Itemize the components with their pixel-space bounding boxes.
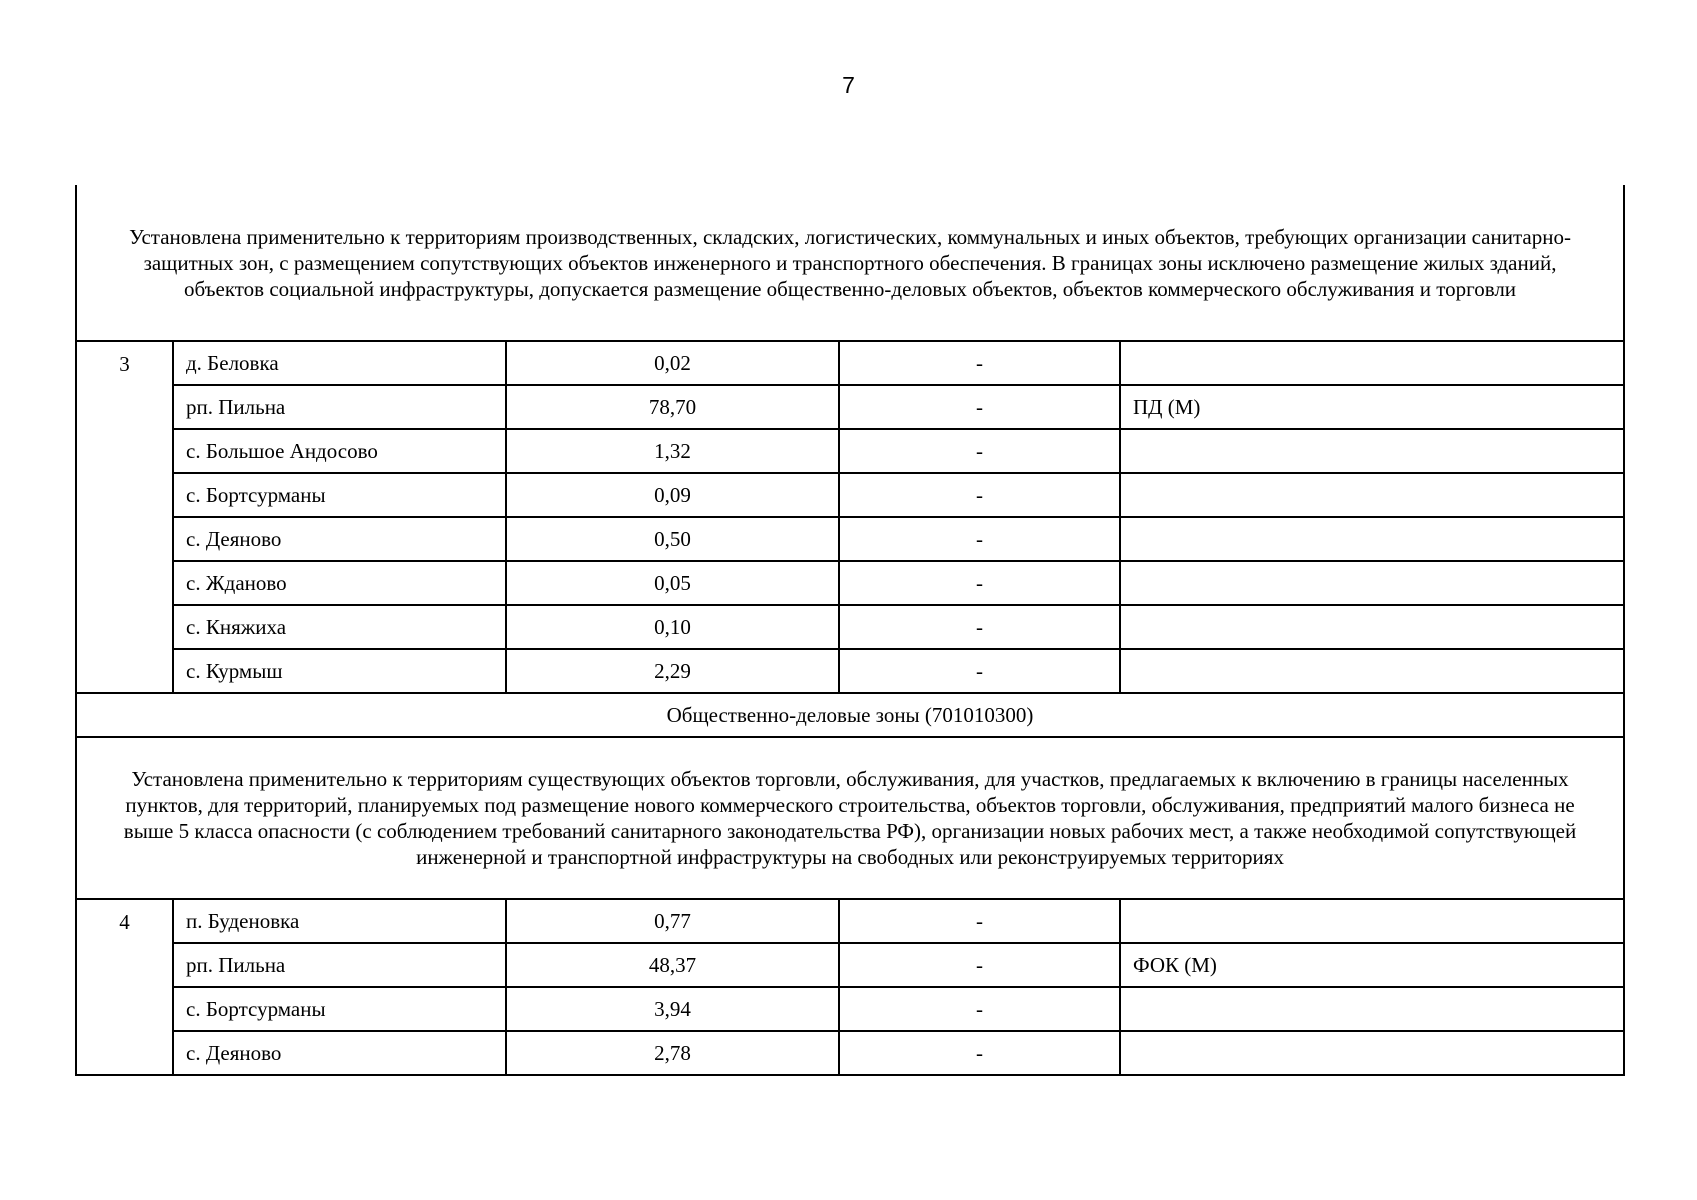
area-value: 1,32: [506, 429, 839, 473]
note-cell: [1120, 473, 1624, 517]
note-cell: ФОК (М): [1120, 943, 1624, 987]
dash-cell: -: [839, 341, 1120, 385]
table-row: [76, 987, 1624, 1031]
dash-cell: -: [839, 429, 1120, 473]
table-row: [76, 385, 1624, 429]
dash-cell: -: [839, 605, 1120, 649]
area-value: 2,78: [506, 1031, 839, 1075]
note-cell: [1120, 517, 1624, 561]
table-row: [76, 899, 1624, 943]
area-value: 78,70: [506, 385, 839, 429]
settlement-name: с. Княжиха: [173, 605, 506, 649]
table-row: [76, 341, 1624, 385]
area-value: 0,10: [506, 605, 839, 649]
zones-table: [75, 185, 1625, 1076]
settlement-name: с. Жданово: [173, 561, 506, 605]
settlement-name: рп. Пильна: [173, 385, 506, 429]
dash-cell: -: [839, 517, 1120, 561]
settlement-name: с. Деяново: [173, 1031, 506, 1075]
area-value: 0,02: [506, 341, 839, 385]
note-cell: [1120, 649, 1624, 693]
zone-description-row: [76, 185, 1624, 341]
area-value: 0,50: [506, 517, 839, 561]
dash-cell: -: [839, 943, 1120, 987]
zone-description-row: [76, 737, 1624, 899]
row-number: 4: [76, 899, 173, 1075]
note-cell: [1120, 1031, 1624, 1075]
zone-title: Общественно-деловые зоны (701010300): [76, 693, 1624, 737]
note-cell: [1120, 561, 1624, 605]
page-number: 7: [842, 72, 855, 98]
note-cell: [1120, 429, 1624, 473]
settlement-name: п. Буденовка: [173, 899, 506, 943]
zone-description: Установлена применительно к территориям производственных, складских, логистических, коммунальных и иных объектов, требующих организации санитарно-защитных зон, с размещением сопутствующих объектов инженерного и транспортного обеспечения. В границах зоны исключено размещение жилых зданий, объектов социальной инфраструктуры, допускается размещение общественно-деловых объектов, объектов коммерческого обслуживания и торговли: [76, 185, 1624, 341]
settlement-name: рп. Пильна: [173, 943, 506, 987]
dash-cell: -: [839, 1031, 1120, 1075]
note-cell: ПД (М): [1120, 385, 1624, 429]
note-cell: [1120, 341, 1624, 385]
note-cell: [1120, 899, 1624, 943]
table-row: [76, 473, 1624, 517]
settlement-name: д. Беловка: [173, 341, 506, 385]
table-row: [76, 605, 1624, 649]
settlement-name: с. Бортсурманы: [173, 473, 506, 517]
table-row: [76, 1031, 1624, 1075]
zone-description: Установлена применительно к территориям существующих объектов торговли, обслуживания, для участков, предлагаемых к включению в границы населенных пунктов, для территорий, планируемых под размещение нового коммерческого строительства, объектов торговли, обслуживания, предприятий малого бизнеса не выше 5 класса опасности (с соблюдением требований санитарного законодательства РФ), организации новых рабочих мест, а также необходимой сопутствующей инженерной и транспортной инфраструктуры на свободных или реконструируемых территориях: [76, 737, 1624, 899]
dash-cell: -: [839, 385, 1120, 429]
dash-cell: -: [839, 561, 1120, 605]
settlement-name: с. Большое Андосово: [173, 429, 506, 473]
settlement-name: с. Бортсурманы: [173, 987, 506, 1031]
area-value: 0,09: [506, 473, 839, 517]
dash-cell: -: [839, 473, 1120, 517]
dash-cell: -: [839, 649, 1120, 693]
area-value: 48,37: [506, 943, 839, 987]
dash-cell: -: [839, 987, 1120, 1031]
area-value: 3,94: [506, 987, 839, 1031]
area-value: 2,29: [506, 649, 839, 693]
settlement-name: с. Курмыш: [173, 649, 506, 693]
table-row: [76, 517, 1624, 561]
table-row: [76, 649, 1624, 693]
note-cell: [1120, 605, 1624, 649]
settlement-name: с. Деяново: [173, 517, 506, 561]
area-value: 0,77: [506, 899, 839, 943]
row-number: 3: [76, 341, 173, 693]
area-value: 0,05: [506, 561, 839, 605]
table-row: [76, 429, 1624, 473]
note-cell: [1120, 987, 1624, 1031]
table-row: [76, 943, 1624, 987]
zone-title-row: [76, 693, 1624, 737]
table-row: [76, 561, 1624, 605]
dash-cell: -: [839, 899, 1120, 943]
